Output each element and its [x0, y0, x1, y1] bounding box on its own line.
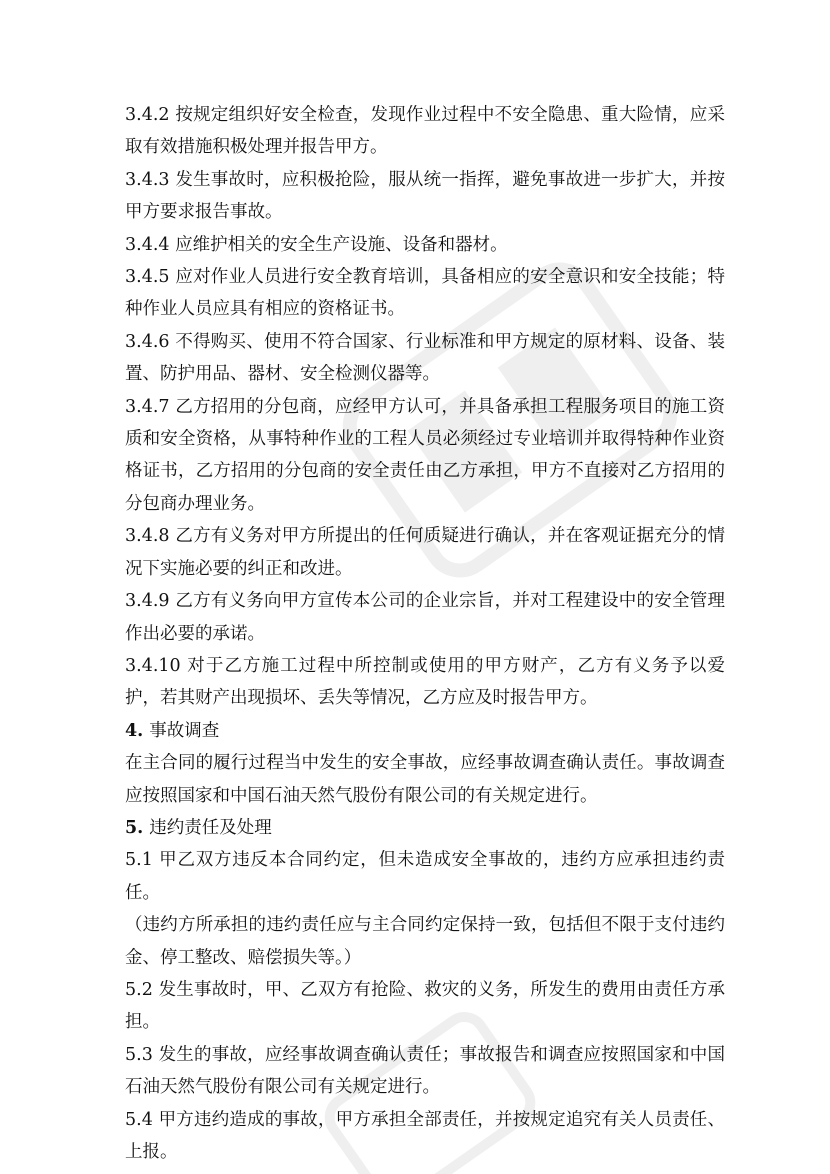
- clause-5-3: 5.3 发生的事故，应经事故调查确认责任；事故报告和调查应按照国家和中国石油天然气股份有限公司有关规定进行。: [125, 1044, 725, 1098]
- section-4-body: 在主合同的履行过程当中发生的安全事故，应经事故调查确认责任。事故调查应按照国家和中国石油天然气股份有限公司的有关规定进行。: [125, 753, 725, 806]
- clause-3-4-4: 3.4.4 应维护相关的安全生产设施、设备和器材。: [125, 234, 508, 255]
- clause-3-4-10: 3.4.10 对于乙方施工过程中所控制或使用的甲方财产，乙方有义务予以爱护，若其财产出现损坏、丢失等情况，乙方应及时报告甲方。: [125, 655, 725, 709]
- clause-5-2: 5.2 发生事故时，甲、乙双方有抢险、救灾的义务，所发生的费用由责任方承担。: [125, 979, 725, 1033]
- clause-3-4-2: 3.4.2 按规定组织好安全检查，发现作业过程中不安全隐患、重大险情，应采取有效措施积极处理并报告甲方。: [125, 105, 725, 158]
- clause-5-1-note: （违约方所承担的违约责任应与主合同约定保持一致，包括但不限于支付违约金、停工整改、赔偿损失等。）: [125, 915, 725, 968]
- clause-3-4-5: 3.4.5 应对作业人员进行安全教育培训，具备相应的安全意识和安全技能；特种作业人员应具有相应的资格证书。: [125, 267, 725, 320]
- clause-5-4: 5.4 甲方违约造成的事故，甲方承担全部责任，并按规定追究有关人员责任、上报。: [125, 1109, 725, 1162]
- section-title: 违约责任及处理: [149, 817, 272, 838]
- clause-3-4-9: 3.4.9 乙方有义务向甲方宣传本公司的企业宗旨，并对工程建设中的安全管理作出必要的承诺。: [125, 591, 725, 644]
- section-heading-5: [125, 812, 725, 844]
- clause-3-4-3: 3.4.3 发生事故时，应积极抢险，服从统一指挥，避免事故进一步扩大，并按甲方要求报告事故。: [125, 169, 725, 223]
- document-body: [125, 99, 725, 1168]
- clause-3-4-6: 3.4.6 不得购买、使用不符合国家、行业标准和甲方规定的原材料、设备、装置、防护用品、器材、安全检测仪器等。: [125, 331, 725, 385]
- section-number: 4.: [125, 720, 144, 741]
- clause-3-4-8: 3.4.8 乙方有义务对甲方所提出的任何质疑进行确认，并在客观证据充分的情况下实施必要的纠正和改进。: [125, 526, 725, 579]
- clause-5-1: 5.1 甲乙双方违反本合同约定，但未造成安全事故的，违约方应承担违约责任。: [125, 850, 725, 903]
- section-heading-4: [125, 715, 725, 747]
- section-title: 事故调查: [149, 720, 220, 741]
- section-number: 5.: [125, 817, 144, 838]
- clause-3-4-7: 3.4.7 乙方招用的分包商，应经甲方认可，并具备承担工程服务项目的施工资质和安全资格，从事特种作业的工程人员必须经过专业培训并取得特种作业资格证书，乙方招用的分包商的安全责任由乙方承担，甲方不直接对乙方招用的分包商办理业务。: [125, 396, 725, 514]
